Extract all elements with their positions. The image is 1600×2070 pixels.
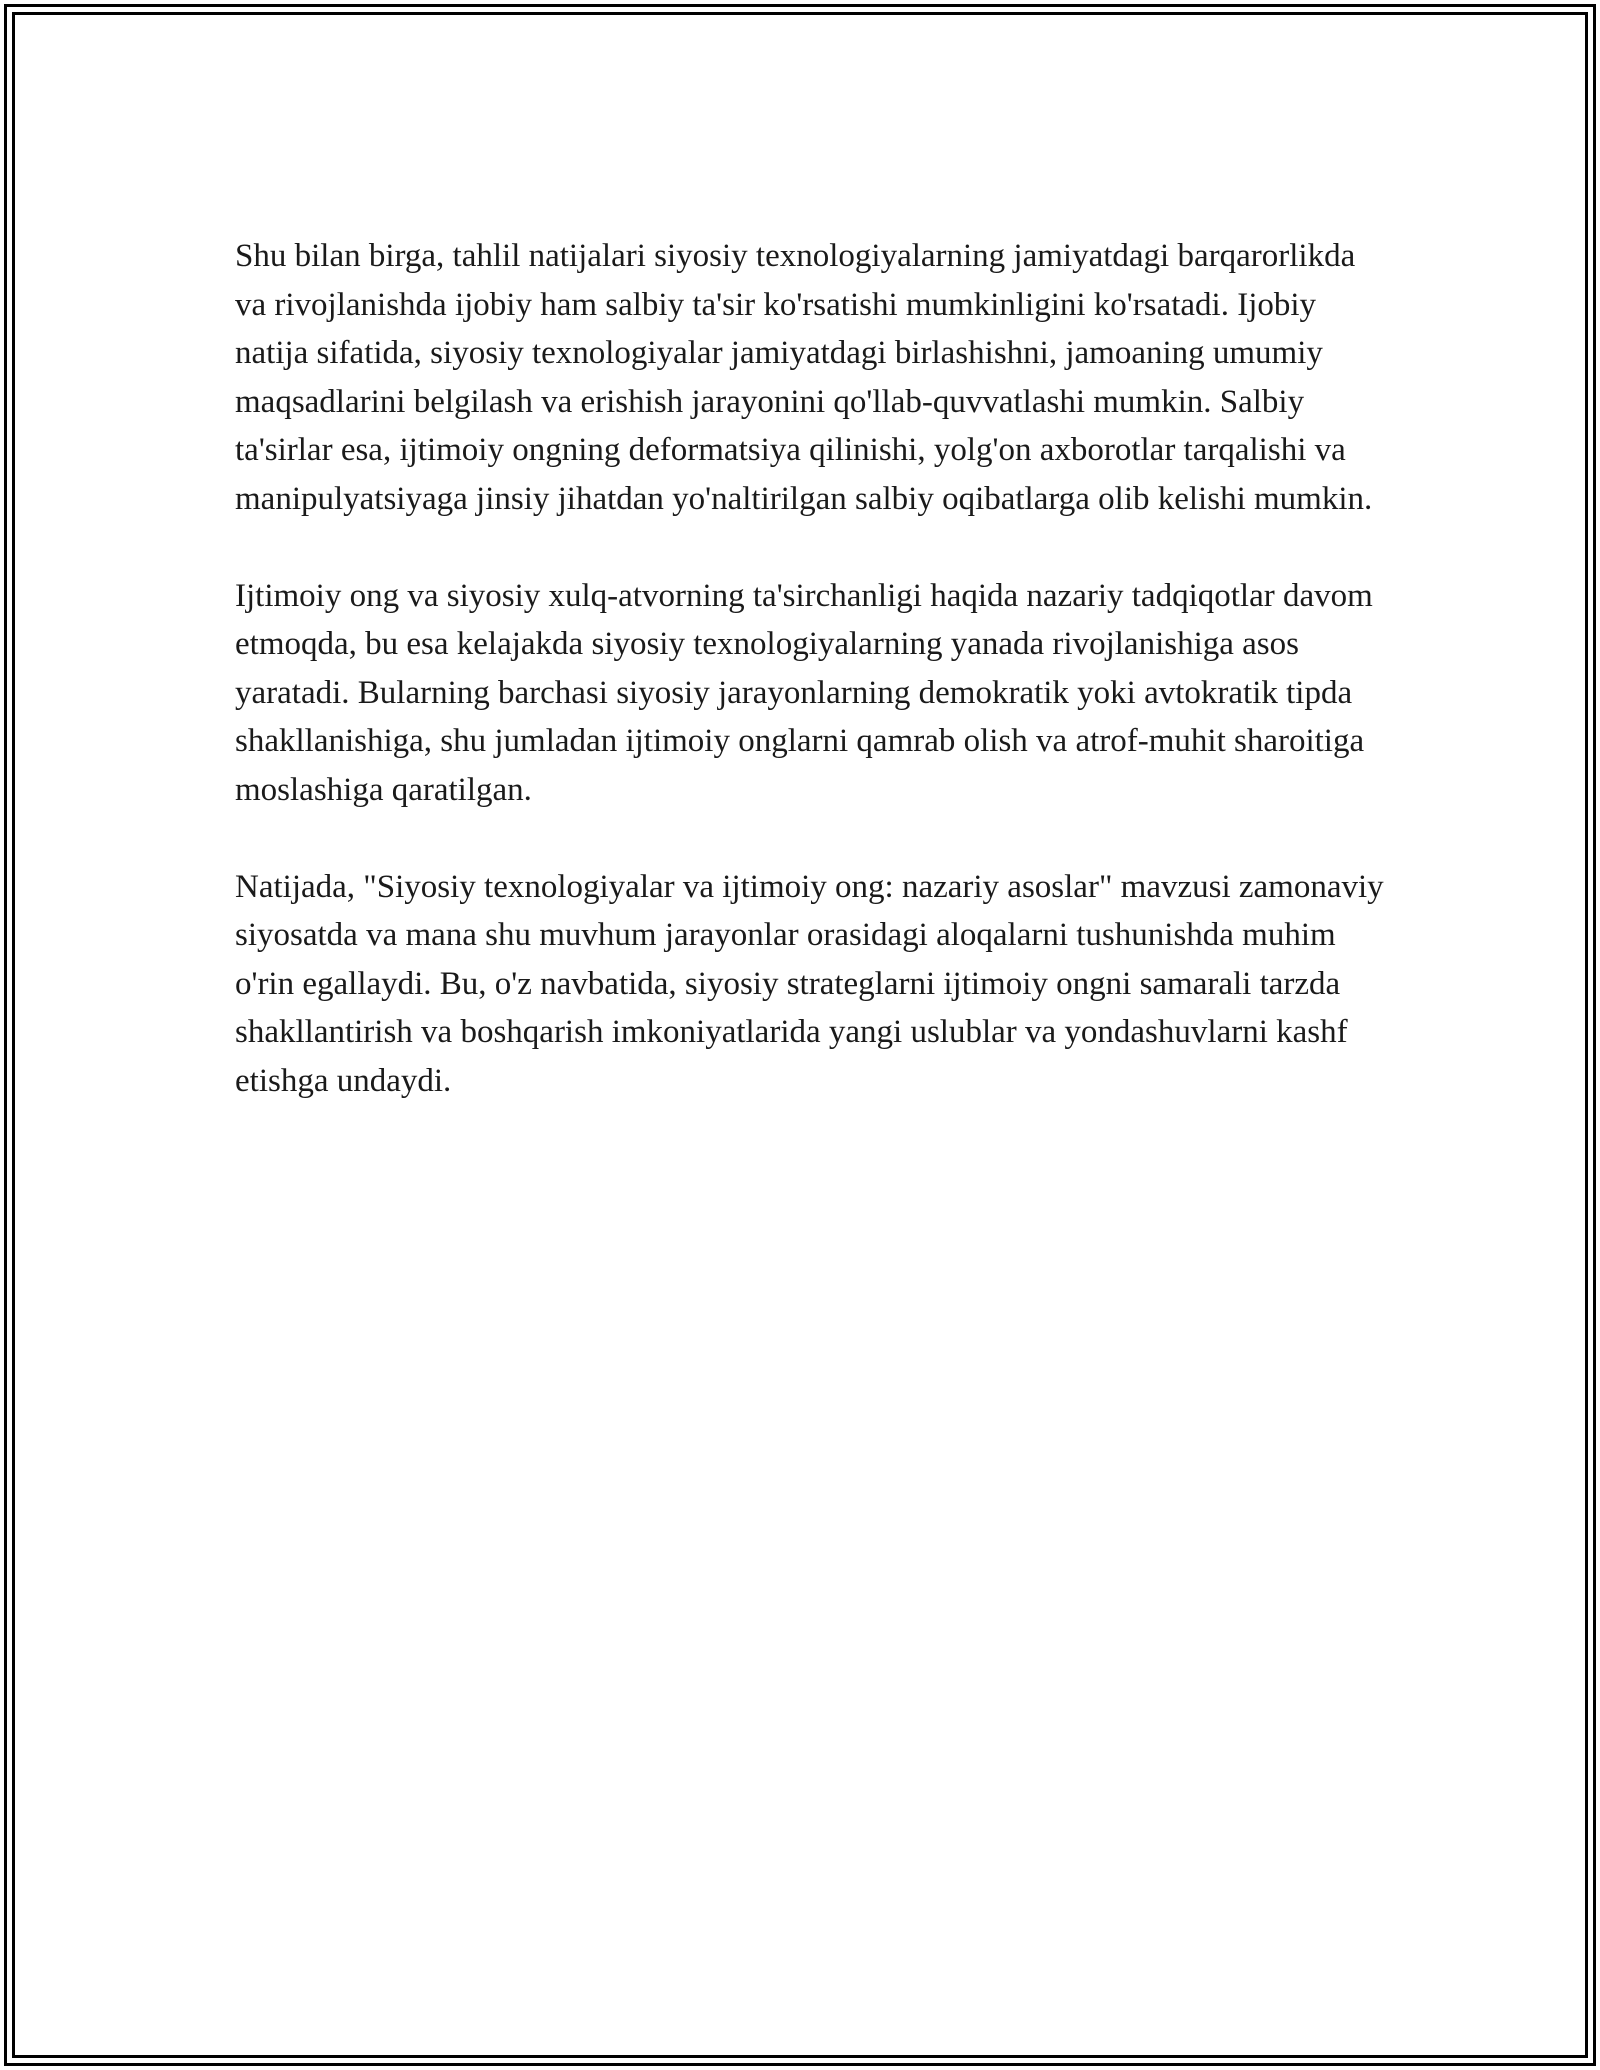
- paragraph-1: Shu bilan birga, tahlil natijalari siyosiy texnologiyalarning jamiyatdagi barqarorlikda va rivojlanishda ijobiy ham salbiy ta'sir ko'rsatishi mumkinligini ko'rsatadi. Ijobiy natija sifatida, siyosiy texnologiyalar jamiyatdagi birlashishni, jamoaning umumiy maqsadlarini belgilash va erishish jarayonini qo'llab-quvvatlashi mumkin. Salbiy ta'sirlar esa, ijtimoiy ongning deformatsiya qilinishi, yolg'on axborotlar tarqalishi va manipulyatsiyaga jinsiy jihatdan yo'naltirilgan salbiy oqibatlarga olib kelishi mumkin.: [235, 238, 1373, 517]
- paragraph-3: Natijada, "Siyosiy texnologiyalar va ijtimoiy ong: nazariy asoslar" mavzusi zamonaviy siyosatda va mana shu muvhum jarayonlar orasidagi aloqalarni tushunishda muhim o'rin egallaydi. Bu, o'z navbatida, siyosiy strateglarni ijtimoiy ongni samarali tarzda shakllantirish va boshqarish imkoniyatlarida yangi uslublar va yondashuvlarni kashf etishga undaydi.: [235, 868, 1384, 1099]
- paragraph-2: Ijtimoiy ong va siyosiy xulq-atvorning ta'sirchanligi haqida nazariy tadqiqotlar davom etmoqda, bu esa kelajakda siyosiy texnologiyalarning yanada rivojlanishiga asos yaratadi. Bularning barchasi siyosiy jarayonlarning demokratik yoki avtokratik tipda shakllanishiga, shu jumladan ijtimoiy onglarni qamrab olish va atrof-muhit sharoitiga moslashiga qaratilgan.: [235, 577, 1373, 808]
- document-body: [235, 232, 1385, 1154]
